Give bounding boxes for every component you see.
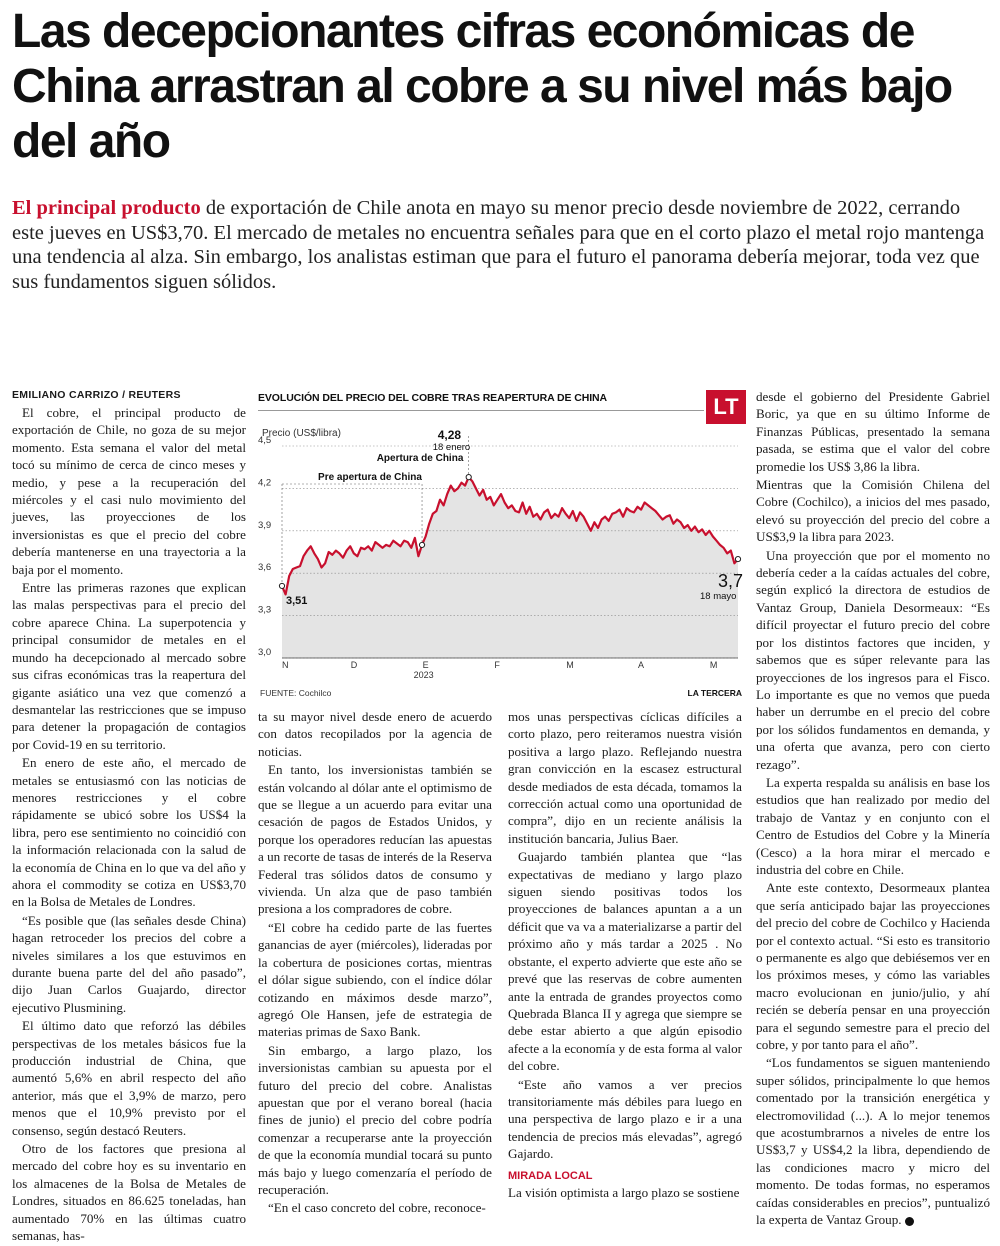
paragraph: Mientras que la Comisión Chilena del Cobre (Cochilco), a inicios del mes pasado, elevó su proyección del precio del cobre a US$3,9 la libra para 2023. <box>756 477 990 545</box>
paragraph-text: “Los fundamentos se siguen manteniendo super sólidos, principalmente lo que hemos comentado por la transición energética y electromovilidad (...). A lo mejor tenemos que acostumbrarnos a niveles de entre los US$3,7 y US$4,2 la libra, dependiendo de las condiciones macro y micro del momento. De todas formas, no esperamos caídas considerables en precios”, puntualizó la experta de Vantaz Group. <box>756 1055 990 1228</box>
paragraph: desde el gobierno del Presidente Gabriel Boric, ya que en su último Informe de Finanzas Públicas, presentado la semana pasada, se estima que el valor del cobre promedie los US$ 3,86 la libra. <box>756 389 990 474</box>
x-tick-label: E <box>422 660 429 670</box>
paragraph: “El cobre ha cedido parte de las fuertes ganancias de ayer (miércoles), lideradas por la cobertura de posiciones cortas, mientras el dólar sigue subiendo, con el índice dólar cotizando en máximos desde marzo”, agregó Ole Hansen, jefe de estrategia de materias primas de Saxo Bank. <box>258 919 492 1040</box>
section-heading-mirada-local: MIRADA LOCAL <box>508 1169 593 1182</box>
deck <box>12 196 992 294</box>
y-axis-label: Precio (US$/libra) <box>262 428 341 439</box>
data-point-marker <box>419 542 424 547</box>
paragraph: En tanto, los inversionistas también se están volcando al dólar ante el optimismo de que se llegue a un acuerdo para evitar una cesación de pagos de Estados Unidos, y porque los operadores reducían las apuestas a un recorte de tasas de interés de la Reserva Federal tras sólidos datos de consumo y vivienda. Un alza que de paso también presiona a los compradores de cobre. <box>258 762 492 917</box>
y-tick-label: 3,0 <box>258 647 272 658</box>
paragraph: Sin embargo, a largo plazo, los inversionistas cambian su apuesta por el futuro del precio del cobre. Analistas apuestan que por el verano boreal (hacia fines de junio) el precio del cobre podría comenzar a recuperarse ante la proyección de que la economía mundial tocará su punto más bajo y luego comenzaría el período de recuperación. <box>258 1042 492 1197</box>
data-label: 3,7 <box>718 571 744 592</box>
x-tick-label: A <box>638 660 645 670</box>
annotation-date: 18 mayo <box>700 591 737 603</box>
x-tick-label: M <box>709 660 718 670</box>
paragraph: Ante este contexto, Desormeaux plantea que sería anticipado bajar las proyecciones del precio del cobre de Cochilco y Hacienda por el contexto actual. “Si esto es transitorio o permanente es algo que debiésemos ver en los próximos meses, y cómo las variables macro evolucionan en junio/julio, y ahí recién se debería pensar en una proyección para el segundo semestre para el precio del cobre, y por tanto para el año”. <box>756 880 990 1053</box>
byline: EMILIANO CARRIZO / REUTERS <box>12 389 181 401</box>
paragraph: La experta respalda su análisis en base los estudios que han realizado por medio del trabajo de Vantaz y en conjunto con el Centro de Estudios del Cobre y la Minería (Cesco) a la hora mirar el mercado e industria del cobre en Chile. <box>756 774 990 877</box>
chart-plot <box>254 426 748 686</box>
chart-title: EVOLUCIÓN DEL PRECIO DEL COBRE TRAS REAPERTURA DE CHINA <box>258 392 608 404</box>
column-1 <box>12 388 246 1246</box>
paragraph: Entre las primeras razones que explican las malas perspectivas para el precio del cobre aparece China. La superpotencia y principal consumidor de metales en el mundo ha decepcionado al mercado sobre sus cifras económicas tras la reapertura del gigante asiático una vez que comenzó a desmantelar las restricciones que se impuso para detener la propagación de contagios por Covid-19 en su territorio. <box>12 580 246 752</box>
paragraph: “En el caso concreto del cobre, reconoce- <box>268 1200 486 1216</box>
x-tick-label: M <box>566 660 574 670</box>
column-3 <box>508 708 742 1202</box>
end-mark-icon: P <box>905 1217 914 1226</box>
chart-brand: LA TERCERA <box>687 688 742 698</box>
data-point-marker <box>466 474 471 479</box>
data-label: 4,28 <box>437 428 462 442</box>
column-4 <box>756 388 990 1230</box>
data-point-marker <box>735 556 740 561</box>
paragraph: Una proyección que por el momento no debería ceder a la caídas actuales del cobre, según explicó la directora de estudios de Vantaz Group, Daniela Desormeaux: “Es difícil proyectar el futuro precio del cobre por los distintos factores que inciden, y sabemos que es súper relevante para las proyecciones de los ingresos para el Fisco. Lo importante es que no vemos que pueda haber un derrumbe en el precio del cobre por los sólidos fundamentos en demanda, y una oferta que avanza, pero con cierto rezago”. <box>756 547 990 772</box>
paragraph <box>756 1054 990 1228</box>
deck-text: de exportación de Chile anota en mayo su menor precio desde noviembre de 2022, cerrando este jueves en US$3,70. El mercado de metales no encuentra señales para que en el corto plazo el metal rojo mantenga una tendencia al alza. Sin embargo, los analistas estiman que para el futuro el panorama debería mejorar, toda vez que sus fundamentos siguen sólidos. <box>12 197 985 293</box>
annotation-label: Pre apertura de China <box>318 472 422 483</box>
paragraph: La visión optimista a largo plazo se sostiene <box>508 1184 740 1200</box>
paragraph: “Este año vamos a ver precios transitoriamente más débiles para luego en una perspectiva de largo plazo e ir a una tendencia de precios más elevadas”, agregó Gajardo. <box>508 1076 742 1162</box>
data-point-marker <box>279 583 284 588</box>
la-tercera-logo: LT <box>706 390 746 424</box>
x-tick-label: N <box>282 660 289 670</box>
paragraph: ta su mayor nivel desde enero de acuerdo con datos recopilados por la agencia de noticias. <box>258 709 492 759</box>
paragraph: Otro de los factores que presiona al mercado del cobre hoy es su inventario en los almacenes de la Bolsa de Metales de Londres, situados en 86.625 toneladas, han aumentado 70% en las últimas cuatro semanas, has- <box>12 1141 246 1244</box>
x-tick-label: F <box>494 660 500 670</box>
data-label: 3,51 <box>286 594 308 607</box>
paragraph: El último dato que reforzó las débiles perspectivas de los metales básicos fue la producción industrial de China, que aumentó 5,6% en abril respecto del año anterior, más que el 3,9% de marzo, pero menos que el 10,9% previsto por el consenso, según destacó Reuters. <box>12 1018 246 1138</box>
y-tick-label: 4,2 <box>258 477 272 489</box>
deck-lead: El principal producto <box>12 197 201 219</box>
paragraph: mos unas perspectivas cíclicas difíciles a corto plazo, pero reiteramos nuestra visión positiva a largo plazo. Reflejando nuestra gran convicción en la escasez estructural desde mediados de esta década, tomamos la corrección actual como una oportunidad de compra”, dijo en un reciente análisis la institución bancaria, Julius Baer. <box>508 709 742 846</box>
paragraph: “Es posible que (las señales desde China) hagan retroceder los precios del cobre a niveles similares a los que estuvimos en durante buena parte del del año pasado”, dijo Juan Carlos Guajardo, director ejecutivo Plusmining. <box>12 912 246 1015</box>
x-tick-label: D <box>350 660 358 670</box>
chart-title-rule <box>258 410 704 411</box>
paragraph: Guajardo también plantea que “las expectativas de mediano y largo plazo siguen siendo positivas todos los proyecciones de balances apuntan a a un déficit que va va a materializarse a partir del próximo año y más tardar a 2025 . No obstante, el experto advierte que este año se prevé que las reservas de cobre aumenten ante la entrada de grandes proyectos como Quebrada Blanca II y agrega que siempre se debe estar abierto a que algún episodio afecte a la economía y de esta forma al valor del cobre. <box>508 849 742 1074</box>
copper-price-chart <box>254 388 748 704</box>
annotation-date: 18 enero <box>432 442 471 453</box>
headline: Las decepcionantes cifras económicas de China arrastran al cobre a su nivel más bajo del año <box>12 5 952 168</box>
y-tick-label: 3,9 <box>258 519 272 531</box>
chart-area <box>282 477 738 658</box>
paragraph: El cobre, el principal producto de exportación de Chile, no goza de su mejor momento. Esta semana el valor del metal tocó su mínimo de cerca de cinco meses y medio, y pese a la recuperación del miércoles y el casi nulo movimiento del jueves, las proyecciones de los inversionistas es que el precio del cobre debería mantenerse en una trayectoria a la baja por el momento. <box>12 405 246 577</box>
y-tick-label: 3,6 <box>258 562 272 574</box>
annotation-label: Apertura de China <box>376 453 464 464</box>
y-tick-label: 3,3 <box>258 604 272 616</box>
paragraph: En enero de este año, el mercado de metales se entusiasmó con las noticias de menores restricciones y el cobre rápidamente se ubicó sobre los US$4 la libra, pero ese sentimiento no coincidió con la información relacionada con la salud de la economía de China en lo que va del año y ahora el commodity se cotiza en US$3,70 en la Bolsa de Metales de Londres. <box>12 755 246 910</box>
y-tick-label: 4,5 <box>258 435 272 446</box>
chart-source: FUENTE: Cochilco <box>260 688 332 698</box>
x-year-label: 2023 <box>413 670 434 680</box>
column-2 <box>258 708 492 1218</box>
